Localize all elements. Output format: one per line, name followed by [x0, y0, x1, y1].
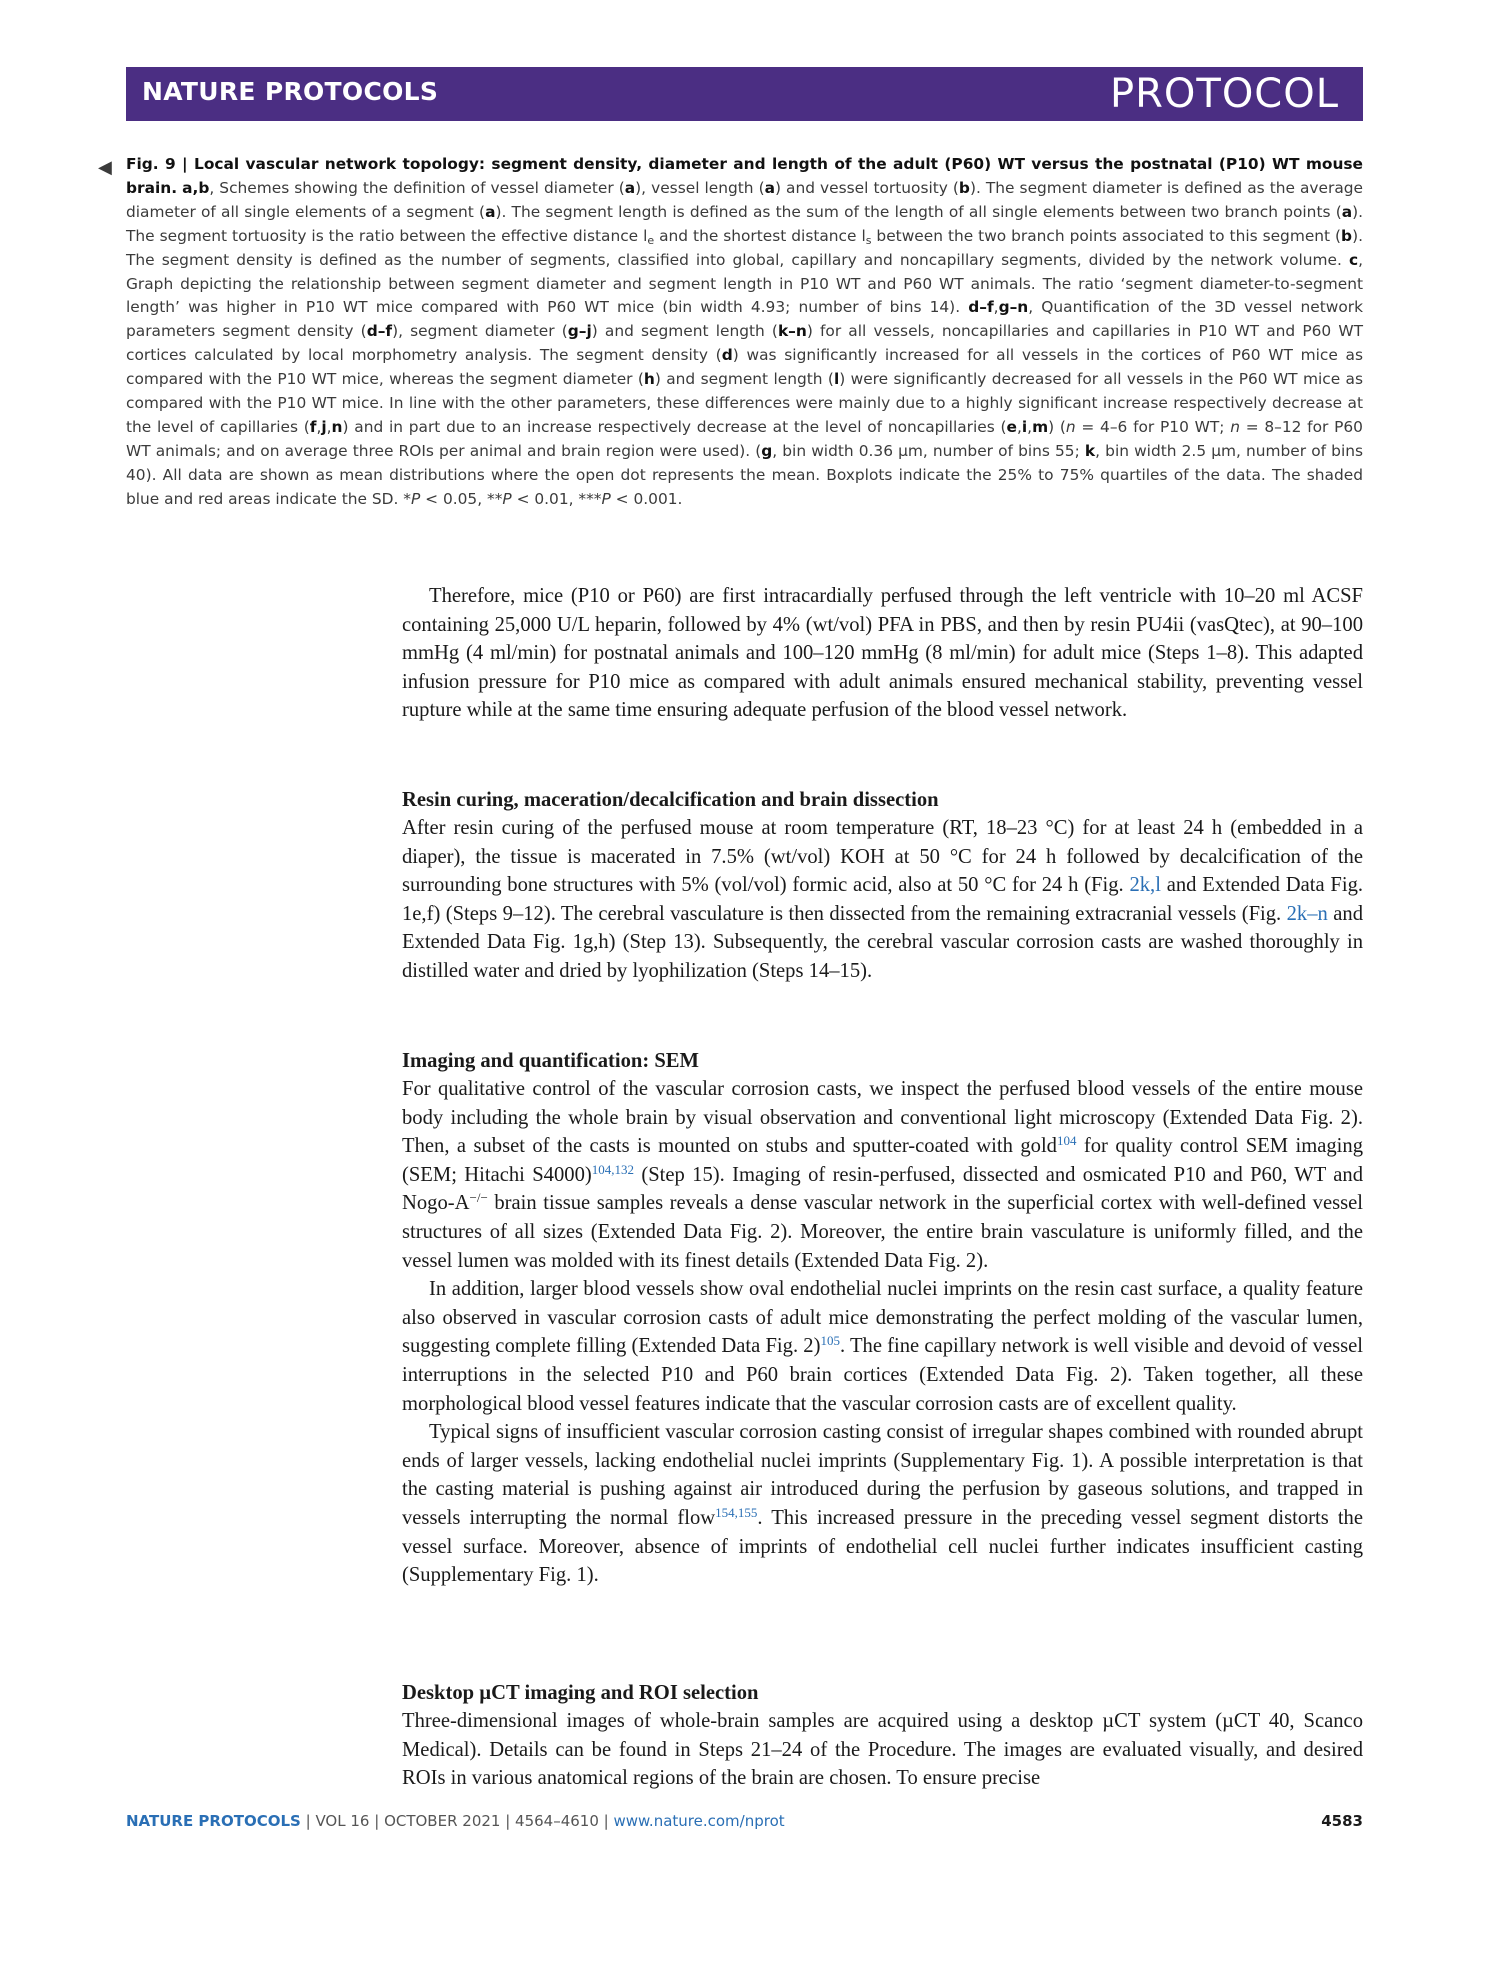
paragraph: Three-dimensional images of whole-brain samples are acquired using a desktop µCT system (µCT 40, Scanco Medical). Details can be found in Steps 21–24 of the Procedure. The images are evaluated visually, and desired ROIs in various anatomical regions of the brain are chosen. To ensure precise — [402, 1710, 1363, 1790]
paragraph: In addition, larger blood vessels show oval endothelial nuclei imprints on the resin cast surface, a quality feature also observed in vascular corrosion casts of adult mice demonstrating the perfect molding of the vascular lumen, suggesting complete filling (Extended Data Fig. 2)$^{105}$. The fine capillary network is well visible and devoid of vessel interruptions in the selected P10 and P60 brain cortices (Extended Data Fig. 2). Taken together, all these morphological blood vessel features indicate that the vascular corrosion casts are of excellent quality. — [402, 1278, 1363, 1415]
section-body-uct — [402, 1707, 1363, 1793]
section-heading-sem: Imaging and quantification: SEM — [402, 1050, 699, 1072]
footer-date: OCTOBER 2021 — [384, 1812, 501, 1830]
figure-link[interactable]: 2k,l — [1129, 874, 1161, 897]
footer-volume: VOL 16 — [315, 1812, 370, 1830]
journal-name: NATURE PROTOCOLS — [142, 77, 439, 106]
footer-url-link[interactable]: www.nature.com/nprot — [613, 1812, 785, 1830]
caption-arrow-icon: ◀ — [98, 157, 112, 178]
reference-link[interactable]: 154,155 — [715, 1504, 758, 1520]
caption-title: Fig. 9 | Local vascular network topology: segment density, diameter and length of the adult (P60) WT versus the postnatal (P10) WT mouse brain. — [126, 155, 1363, 197]
reference-link[interactable]: 104 — [1056, 1133, 1077, 1149]
footer-journal: NATURE PROTOCOLS — [126, 1812, 301, 1830]
footer-pages: 4564–4610 — [515, 1812, 599, 1830]
article-type: PROTOCOL — [1109, 71, 1339, 117]
page-footer — [126, 1812, 1363, 1836]
journal-header-bar — [126, 67, 1363, 121]
figure-link[interactable]: 2k–n — [1286, 902, 1328, 925]
section-body-sem — [402, 1075, 1363, 1590]
page-number: 4583 — [1321, 1812, 1363, 1830]
section-body-resin — [402, 814, 1363, 986]
footer-citation: NATURE PROTOCOLS | VOL 16 | OCTOBER 2021 | 4564–4610 | www.nature.com/nprot — [126, 1812, 785, 1830]
section-heading-uct: Desktop µCT imaging and ROI selection — [402, 1682, 759, 1704]
reference-link[interactable]: 105 — [820, 1333, 840, 1349]
section-heading-resin: Resin curing, maceration/decalcification and brain dissection — [402, 789, 939, 811]
paragraph: For qualitative control of the vascular corrosion casts, we inspect the perfused blood vessels of the entire mouse body including the whole brain by visual observation and conventional light microscopy (Extended Data Fig. 2). Then, a subset of the casts is mounted on stubs and sputter-coated with gold$^{104}$ for quality control SEM imaging (SEM; Hitachi S4000)$^{104,132}$ (Step 15). Imaging of resin-perfused, dissected and osmicated P10 and P60, WT and Nogo-A−/− brain tissue samples reveals a dense vascular network in the superficial cortex with well-defined vessel structures of all sizes (Extended Data Fig. 2). Moreover, the entire brain vasculature is uniformly filled, and the vessel lumen was molded with its finest details (Extended Data Fig. 2). — [402, 1078, 1363, 1272]
paragraph: After resin curing of the perfused mouse at room temperature (RT, 18–23 °C) for at least 24 h (embedded in a diaper), the tissue is macerated in 7.5% (wt/vol) KOH at 50 °C for 24 h followed by decalcification of the surrounding bone structures with 5% (vol/vol) formic acid, also at 50 °C for 24 h (Fig. 2k,l and Extended Data Fig. 1e,f) (Steps 9–12). The cerebral vasculature is then dissected from the remaining extracranial vessels (Fig. 2k–n and Extended Data Fig. 1g,h) (Step 13). Subsequently, the cerebral vascular corrosion casts are washed thoroughly in distilled water and dried by lyophilization (Steps 14–15). — [402, 817, 1364, 982]
intro-paragraph: Therefore, mice (P10 or P60) are first intracardially perfused through the left ventricle with 10–20 ml ACSF containing 25,000 U/L heparin, followed by 4% (wt/vol) PFA in PBS, and then by resin PU4ii (vasQtec), at 90–100 mmHg (4 ml/min) for postnatal animals and 100–120 mmHg (8 ml/min) for adult mice (Steps 1–8). This adapted infusion pressure for P10 mice as compared with adult animals ensured mechanical stability, preventing vessel rupture while at the same time ensuring adequate perfusion of the blood vessel network. — [402, 585, 1363, 722]
reference-link[interactable]: 104,132 — [591, 1161, 634, 1177]
paragraph: Typical signs of insufficient vascular corrosion casting consist of irregular shapes combined with rounded abrupt ends of larger vessels, lacking endothelial nuclei imprints (Supplementary Fig. 1). A possible interpretation is that the casting material is pushing against air introduced during the perfusion by gaseous solutions, and trapped in vessels interrupting the normal flow$^{154,155}$. This increased pressure in the preceding vessel segment distorts the vessel surface. Moreover, absence of imprints of endothelial cell nuclei further indicates insufficient casting (Supplementary Fig. 1). — [402, 1421, 1363, 1587]
intro-paragraph-block — [402, 582, 1363, 725]
figure-caption: ◀ Fig. 9 | Local vascular network topology: segment density, diameter and length of the adult (P60) WT versus the postnatal (P10) WT mouse brain. a,b, Schemes showing the definition of vessel diameter (a), vessel length (a) and vessel tortuosity (b). The segment diameter is defined as the average diameter of all single elements of a segment (a). The segment length is defined as the sum of the length of all single elements between two branch points (a). The segment tortuosity is the ratio between the effective distance $l_e$ and the shortest distance $l_s$ between the two branch points associated to this segment (b). The segment density is defined as the number of segments, classified into global, capillary and noncapillary segments, divided by the network volume. c, Graph depicting the relationship between segment diameter and segment length in P10 WT and P60 WT animals. The ratio ‘segment diameter-to-segment length’ was higher in P10 WT mice compared with P60 WT mice (bin width 4.93; number of bins 14). d–f,g–n, Quantification of the 3D vessel network parameters segment density (d–f), segment diameter (g–j) and segment length (k–n) for all vessels, noncapillaries and capillaries in P10 WT and P60 WT cortices calculated by local morphometry analysis. The segment density (d) was significantly increased for all vessels in the cortices of P60 WT mice as compared with the P10 WT mice, whereas the segment diameter (h) and segment length (l) were significantly decreased for all vessels in the P60 WT mice as compared with the P10 WT mice. In line with the other parameters, these differences were mainly due to a highly significant increase respectively decrease at the level of capillaries (f,j,n) and in part due to an increase respectively decrease at the level of noncapillaries (e,i,m) (n = 4–6 for P10 WT; n = 8–12 for P60 WT animals; and on average three ROIs per animal and brain region were used). (g, bin width 0.36 µm, number of bins 55; k, bin width 2.5 µm, number of bins 40). All data are shown as mean distributions where the open dot represents the mean. Boxplots indicate the 25% to 75% quartiles of the data. The shaded blue and red areas indicate the SD. *P < 0.05, **P < 0.01, ***P < 0.001. — [98, 155, 1364, 508]
